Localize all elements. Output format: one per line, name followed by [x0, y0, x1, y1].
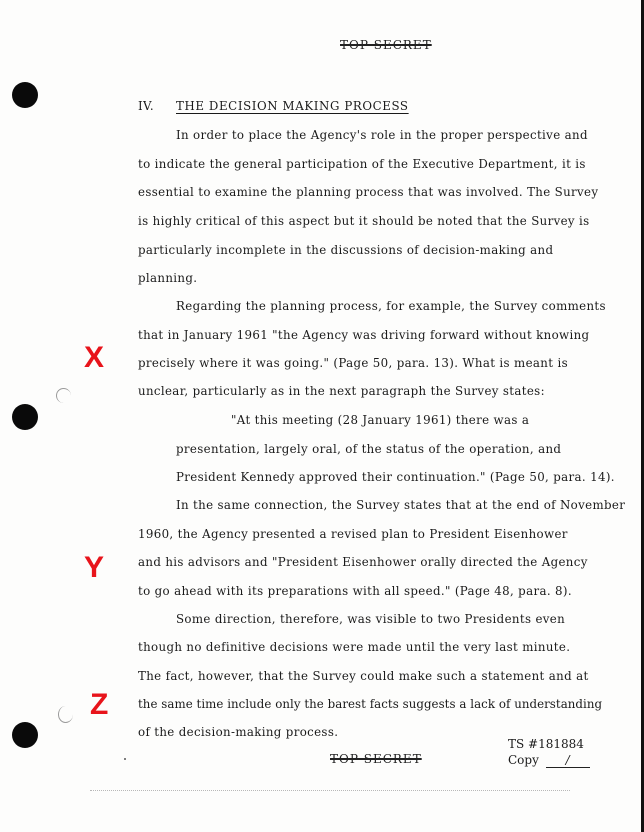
margin-mark-y: Y: [84, 551, 105, 584]
body-line: of the decision-making process.: [138, 725, 339, 739]
body-line: essential to examine the planning process that was involved. The Survey: [138, 185, 599, 199]
body-line: planning.: [138, 271, 198, 285]
body-line: that in January 1961 "the Agency was driving forward without knowing: [138, 328, 590, 342]
punch-hole-bottom: [12, 722, 38, 748]
body-line: unclear, particularly as in the next paragraph the Survey states:: [138, 384, 545, 398]
margin-mark-z: Z: [90, 688, 109, 721]
body-line: and his advisors and "President Eisenhower orally directed the Agency: [138, 555, 588, 569]
body-line: The fact, however, that the Survey could make such a statement and at: [138, 669, 589, 683]
section-number: IV.: [138, 99, 154, 113]
body-line: Some direction, therefore, was visible to two Presidents even: [176, 612, 566, 626]
scan-smudge: [58, 706, 73, 723]
classification-header: TOP SECRET: [340, 38, 432, 52]
quote-line: President Kennedy approved their continuation." (Page 50, para. 14).: [176, 470, 615, 484]
body-line: 1960, the Agency presented a revised plan to President Eisenhower: [138, 527, 568, 541]
scan-speck: [124, 758, 126, 760]
body-line: In order to place the Agency's role in the proper perspective and: [176, 128, 588, 142]
punch-hole-top: [12, 82, 38, 108]
quote-line: presentation, largely oral, of the status of the operation, and: [176, 442, 562, 456]
body-line: though no definitive decisions were made until the very last minute.: [138, 640, 571, 654]
scan-noise: [90, 790, 570, 795]
body-line: to indicate the general participation of the Executive Department, it is: [138, 157, 586, 171]
copy-number-line: [508, 753, 590, 768]
margin-mark-x: X: [84, 341, 105, 374]
copy-number: /: [546, 753, 590, 768]
body-line: is highly critical of this aspect but it should be noted that the Survey is: [138, 214, 590, 228]
control-number: TS #181884: [508, 737, 584, 751]
body-line: precisely where it was going." (Page 50, para. 13). What is meant is: [138, 356, 568, 370]
copy-label: Copy: [508, 753, 539, 767]
quote-line: "At this meeting (28 January 1961) there was a: [231, 413, 530, 427]
body-line: In the same connection, the Survey states that at the end of November: [176, 498, 626, 512]
body-line: particularly incomplete in the discussions of decision-making and: [138, 243, 554, 257]
body-line: to go ahead with its preparations with all speed." (Page 48, para. 8).: [138, 584, 572, 598]
punch-hole-middle: [12, 404, 38, 430]
classification-footer: TOP SECRET: [330, 752, 422, 766]
body-line: Regarding the planning process, for example, the Survey comments: [176, 299, 606, 313]
scan-smudge: [56, 388, 71, 403]
section-title: THE DECISION MAKING PROCESS: [176, 99, 409, 113]
body-line: the same time include only the barest facts suggests a lack of understanding: [138, 697, 603, 711]
